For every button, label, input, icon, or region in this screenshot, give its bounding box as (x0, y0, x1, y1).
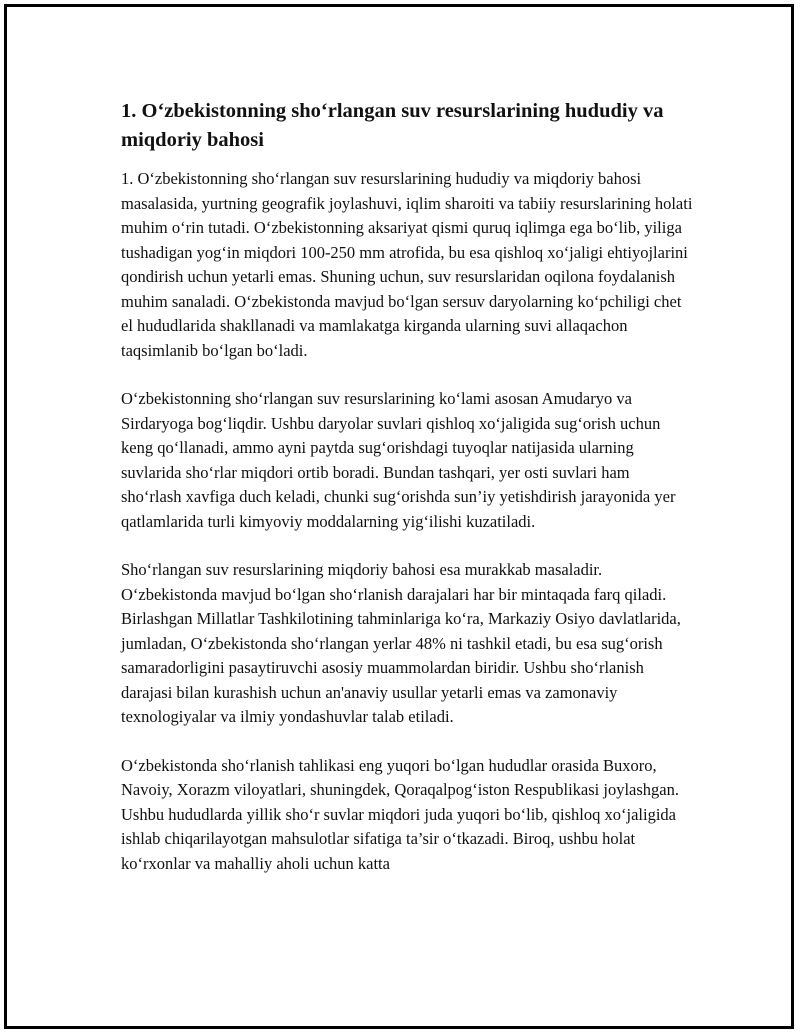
paragraph-3: Sho‘rlangan suv resurslarining miqdoriy bahosi esa murakkab masaladir. O‘zbekistonda mavjud bo‘lgan sho‘rlanish darajalari har bir mintaqada farq qiladi. Birlashgan Millatlar Tashkilotining tahminlariga ko‘ra, Markaziy Osiyo davlatlarida, jumladan, O‘zbekistonda sho‘rlangan yerlar 48% ni tashkil etadi, bu esa sug‘orish samaradorligini pasaytiruvchi asosiy muammolardan biridir. Ushbu sho‘rlanish darajasi bilan kurashish uchun an'anaviy usullar yetarli emas va zamonaviy texnologiyalar va ilmiy yondashuvlar talab etiladi. (121, 560, 681, 726)
paragraph-2: O‘zbekistonning sho‘rlangan suv resurslarining ko‘lami asosan Amudaryo va Sirdaryoga bog‘liqdir. Ushbu daryolar suvlari qishloq xo‘jaligida sug‘orish uchun keng qo‘llanadi, ammo ayni paytda sug‘orishdagi tuyoqlar natijasida ularning suvlarida sho‘rlar miqdori ortib boradi. Bundan tashqari, yer osti suvlari ham sho‘rlash xavfiga duch keladi, chunki sug‘orishda sun’iy yetishdirish jarayonida yer qatlamlarida turli kimyoviy moddalarning yig‘ilishi kuzatiladi. (121, 389, 676, 531)
document-title: 1. O‘zbekistonning sho‘rlangan suv resurslarining hududiy va miqdoriy bahosi (121, 100, 664, 151)
paragraph-1: 1. O‘zbekistonning sho‘rlangan suv resurslarining hududiy va miqdoriy bahosi masalasida, yurtning geografik joylashuvi, iqlim sharoiti va tabiiy resurslarining holati muhim o‘rin tutadi. O‘zbekistonning aksariyat qismi quruq iqlimga ega bo‘lib, yiliga tushadigan yog‘in miqdori 100-250 mm atrofida, bu esa qishloq xo‘jaligi ehtiyojlarini qondirish uchun yetarli emas. Shuning uchun, suv resurslaridan oqilona foydalanish muhim sanaladi. O‘zbekistonda mavjud bo‘lgan sersuv daryolarning ko‘pchiligi chet el hududlarida shakllanadi va mamlakatga kirganda ularning suvi allaqachon taqsimlanib bo‘lgan bo‘ladi. (121, 169, 693, 360)
document-body (121, 97, 693, 900)
page-frame (4, 4, 794, 1029)
paragraph-4: O‘zbekistonda sho‘rlanish tahlikasi eng yuqori bo‘lgan hududlar orasida Buxoro, Navoiy, Xorazm viloyatlari, shuningdek, Qoraqalpog‘iston Respublikasi joylashgan. Ushbu hududlarda yillik sho‘r suvlar miqdori juda yuqori bo‘lib, qishloq xo‘jaligida ishlab chiqarilayotgan mahsulotlar sifatiga ta’sir o‘tkazadi. Biroq, ushbu holat ko‘rxonlar va mahalliy aholi uchun katta (121, 755, 679, 873)
